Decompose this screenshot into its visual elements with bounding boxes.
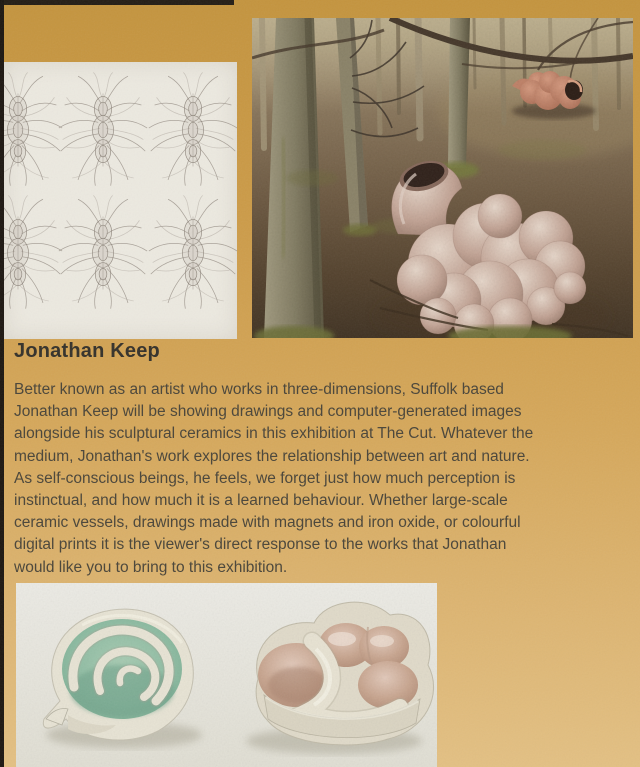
ceramic-vessels-photo: [16, 583, 437, 767]
article-body-line: medium, Jonathan's work explores the relationship between art and nature.: [14, 447, 530, 465]
article-body-line: alongside his sculptural ceramics in this exhibition at The Cut. Whatever the: [14, 425, 534, 443]
article-body-line: would like you to bring to this exhibition.: [14, 558, 288, 576]
forest-sculpture-photo: [252, 18, 633, 338]
article-body-line: digital prints it is the viewer's direct response to the works that Jonathan: [14, 536, 507, 554]
article-title: Jonathan Keep: [14, 340, 160, 362]
article-body-line: Jonathan Keep will be showing drawings and computer-generated images: [14, 403, 522, 421]
article-body-line: ceramic vessels, drawings made with magnets and iron oxide, or colourful: [14, 514, 521, 532]
iron-oxide-drawing: [55, 68, 151, 192]
article-body: [14, 379, 628, 579]
iron-oxide-drawings-panel: [4, 62, 237, 339]
iron-oxide-drawing: [145, 191, 237, 315]
article-body-line: instinctual, and how much it is a learned behaviour. Whether large-scale: [14, 492, 508, 510]
iron-oxide-drawing: [55, 191, 151, 315]
article-body-line: Better known as an artist who works in three-dimensions, Suffolk based: [14, 381, 504, 398]
scan-edge-top: [0, 0, 234, 5]
article-body-line: As self-conscious beings, he feels, we forget just how much perception is: [14, 469, 516, 487]
iron-oxide-drawing: [145, 68, 237, 192]
